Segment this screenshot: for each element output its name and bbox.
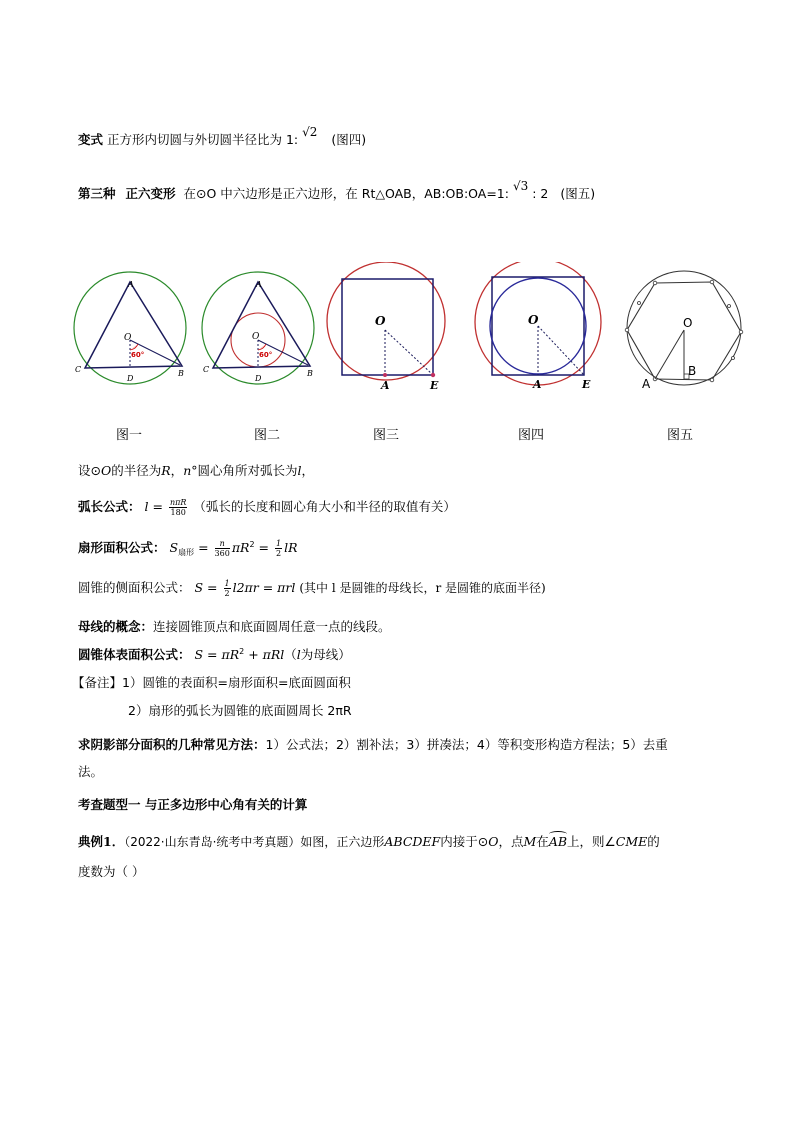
label-o: O (124, 333, 132, 343)
sector-mid: πR (231, 540, 250, 555)
example-mid4: 上，则∠ (567, 834, 616, 849)
third-line (78, 179, 596, 204)
angle-mark (130, 344, 138, 350)
variant-label: 变式 (78, 132, 104, 147)
methods-wrap (78, 762, 103, 782)
caption-4: 图四 (518, 428, 545, 443)
remark-item-1: 1）圆锥的表面积=扇形面积=底面圆面积 (122, 675, 351, 690)
arc-symbol (549, 831, 567, 837)
figure-5 (620, 262, 750, 392)
cone-surface-formula: S = πR (194, 647, 240, 662)
label-e: E (430, 379, 439, 392)
sector-num2: 1 (276, 539, 282, 548)
label-e: E (582, 378, 591, 391)
label-o: O (683, 316, 693, 330)
oe-line (385, 330, 433, 375)
sector-num1: n (215, 539, 230, 549)
sector-sub: 扇形 (178, 548, 195, 557)
intro-n: n (183, 463, 192, 478)
cone-surface-note-l: l (296, 647, 301, 662)
arc-note: （弧长的长度和圆心角大小和半径的取值有关） (193, 499, 456, 514)
label-o: O (252, 332, 260, 342)
arc-line (78, 497, 456, 517)
cone-side-rhs: l2πr = πrl (232, 580, 296, 595)
example-label: 典例 (78, 834, 104, 849)
example-m: M (523, 834, 537, 849)
sector-sq: 2 (249, 540, 255, 549)
methods-label: 求阴影部分面积的几种常见方法： (78, 737, 266, 752)
label-a: A (256, 280, 262, 289)
label-b: B (307, 369, 313, 378)
label-o: O (375, 314, 386, 328)
example-source: （2022·山东青岛·统考中考真题）如图，正六边形 (124, 835, 385, 849)
label-c: C (75, 365, 82, 374)
cone-side-note: (其中 l 是圆锥的母线长，r 是圆锥的底面半径) (299, 581, 546, 595)
intro-o: O (100, 463, 112, 478)
remark-label: 【备注】 (72, 675, 123, 690)
example-mid1: 内接于⊙ (440, 834, 489, 849)
label-o: O (528, 313, 539, 327)
cone-surface-note-post: 为母线） (300, 647, 351, 662)
methods-wrap-text: 法。 (78, 764, 104, 779)
label-d: D (255, 374, 262, 383)
intro-sep: ， (170, 463, 184, 478)
arc-lhs: l = (144, 499, 163, 514)
example-arc (549, 834, 567, 849)
variant-ref: (图四) (331, 132, 367, 147)
methods-text: 1）公式法；2）割补法；3）拼凑法；4）等积变形构造方程法；5）去重 (265, 737, 668, 752)
sector-eq1: = (198, 540, 209, 555)
arc-fraction (169, 498, 187, 517)
caption-3: 图三 (373, 428, 400, 443)
label-angle: 60° (259, 351, 273, 359)
generatrix-text: 连接圆锥顶点和底面圆周任意一点的线段。 (153, 619, 391, 634)
arc-num: nπR (169, 498, 187, 507)
square (342, 279, 433, 375)
variant-text: 正方形内切圆与外切圆半径比为 1: (107, 132, 299, 147)
cone-surface-note-pre: （ (284, 647, 297, 662)
sector-den2: 2 (276, 549, 282, 558)
point-e (431, 373, 435, 377)
example-wrap-text: 度数为（ ） (78, 864, 145, 879)
intro-r: R (161, 463, 171, 478)
intro-deg: ° (191, 463, 198, 478)
cone-surface-sq: 2 (239, 647, 245, 656)
point-a (383, 373, 387, 377)
example-arc-text: AB (548, 834, 568, 849)
example-angle: CME (615, 834, 648, 849)
label-a: A (642, 377, 651, 391)
figure-1 (70, 262, 194, 388)
sector-frac1 (215, 539, 230, 558)
label-c: C (203, 365, 210, 374)
remark-item-2: 2）扇形的弧长为圆锥的底面圆周长 2πR (128, 703, 352, 718)
sector-frac2 (275, 539, 282, 558)
cone-surface-label: 圆锥体表面积公式： (78, 647, 191, 662)
remark-line-2 (128, 701, 352, 721)
third-text: 在⊙O 中六边形是正六边形，在 Rt△OAB，AB:OB:OA=1: (183, 186, 509, 201)
variant-line (78, 125, 367, 150)
example-wrap (78, 862, 144, 882)
example-mid3: 在 (536, 834, 549, 849)
caption-2: 图二 (254, 428, 281, 443)
example-line (78, 832, 660, 852)
cone-side-label: 圆锥的侧面积公式： (78, 580, 191, 595)
third-sqrt: √3 (512, 179, 529, 193)
intro-post: 圆心角所对弧长为 (197, 463, 298, 478)
sector-tail: lR (284, 540, 298, 555)
caption-5: 图五 (667, 428, 694, 443)
intro-l: l (297, 463, 302, 478)
cone-side-den: 2 (224, 589, 230, 598)
arc-den: 180 (170, 508, 186, 517)
arc-label: 弧长公式： (78, 499, 141, 514)
cone-side-num: 1 (224, 579, 230, 588)
intro-pre: 设⊙ (78, 463, 101, 478)
cone-side-line (78, 578, 546, 598)
sector-eq2: = (258, 540, 270, 555)
generatrix-line (78, 617, 391, 637)
generatrix-label: 母线的概念： (78, 619, 154, 634)
oa-line (655, 330, 684, 379)
third-tail: : 2 (532, 186, 549, 201)
example-o: O (488, 834, 499, 849)
caption-1: 图一 (116, 428, 143, 443)
third-label: 第三种 (78, 186, 116, 201)
cone-surface-plus: + πRl (244, 647, 285, 662)
example-mid2: ，点 (498, 834, 524, 849)
third-ref: (图五) (560, 186, 596, 201)
intro-line (78, 461, 314, 481)
angle-mark (258, 344, 266, 350)
example-poly: ABCDEF (384, 834, 441, 849)
sector-line (78, 538, 298, 560)
type1-heading: 考查题型一 与正多边形中心角有关的计算 (78, 797, 308, 812)
figure-4 (468, 262, 608, 394)
cone-surface-line (78, 645, 351, 667)
label-a: A (381, 379, 390, 392)
sector-label: 扇形面积公式： (78, 540, 166, 555)
intro-mid: 的半径为 (111, 463, 162, 478)
example-end: 的 (647, 834, 660, 849)
remark-line-1 (72, 673, 351, 693)
cone-side-lhs: S = (194, 580, 218, 595)
label-angle: 60° (131, 351, 145, 359)
figure-3 (318, 262, 458, 394)
figure-2 (200, 262, 324, 388)
label-a: A (128, 280, 134, 289)
label-d: D (127, 374, 134, 383)
label-a: A (533, 378, 542, 391)
example-num: 1． (103, 834, 125, 849)
intro-end: ， (301, 463, 315, 478)
cone-side-frac (224, 579, 231, 598)
methods-line (78, 735, 668, 755)
sector-den1: 360 (214, 549, 230, 558)
label-b: B (688, 364, 697, 378)
third-name: 正六变形 (125, 186, 176, 201)
sector-s: S (169, 540, 179, 555)
variant-sqrt: √2 (302, 125, 318, 139)
label-b: B (178, 369, 184, 378)
